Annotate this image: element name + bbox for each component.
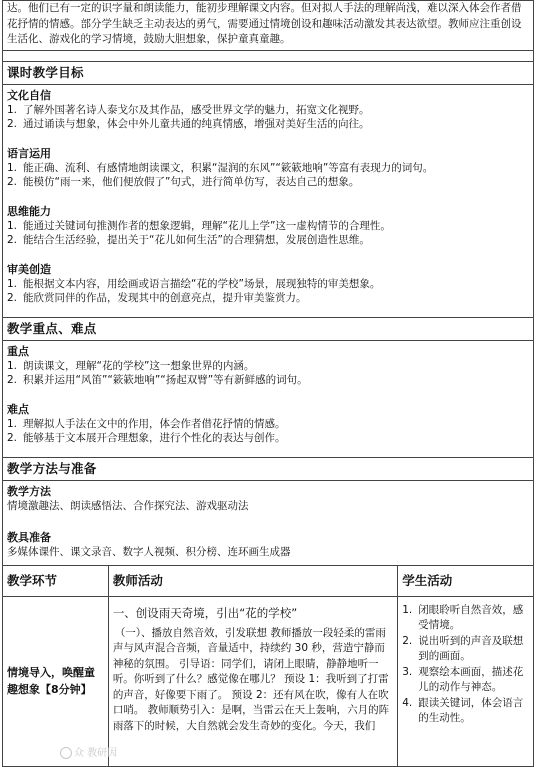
student-activity-item [402, 696, 529, 727]
group-heading: 重点 [7, 344, 29, 358]
watermark-logo-icon [60, 747, 72, 759]
list-item-number: 1. [7, 103, 18, 116]
list-item-text: 理解拟人手法在文中的作用，体会作者借花抒情的情感。 [23, 417, 286, 430]
list-item [7, 277, 529, 291]
list-item [7, 431, 529, 445]
list-item [7, 117, 529, 131]
group-heading: 文化自信 [7, 88, 51, 102]
teacher-activity-text: （一）、播放自然音效，引发联想 教师播放一段轻柔的雷雨声与风声混合音频，音量适中，持续约 30 秒，营造宁静而神秘的氛围。 引导语：同学们，请闭上眼睛，静静地听一听。你听到了什么？感觉像在哪儿？ 预设 1：我听到了打雷的声音，好像要下雨了。 预设 2：还有风在吹，像有人在吹口哨。 教师顺势引入：是啊，当雷云在天上轰响，六月的阵雨落下的时候，大自然就会发生奇妙的变化。今天，我们 [112, 626, 390, 732]
spacer [2, 51, 534, 61]
keypoints-box [2, 341, 534, 458]
list-item [7, 291, 529, 305]
lesson-plan-page [2, 0, 534, 767]
header-stage: 教学环节 [3, 566, 109, 597]
header-student: 学生活动 [398, 566, 534, 597]
list-item-text: 能根据文本内容，用绘画或语言描绘“花的学校”场景，展现独特的审美想象。 [23, 277, 381, 290]
list-item-number: 1. [7, 359, 18, 372]
list-item-text: 能结合生活经验，提出关于“花儿如何生活”的合理猜想，发展创造性思维。 [23, 233, 370, 246]
objectives-box [2, 85, 534, 318]
group-spacer [7, 247, 529, 261]
student-analysis-box [2, 0, 534, 51]
student-activity-item [402, 634, 529, 665]
list-item [7, 233, 529, 247]
list-item-text: 朗读课文，理解“花的学校”这一想象世界的内涵。 [23, 359, 255, 372]
list-item-text: 能正确、流利、有感情地朗读课文，积累“湿润的东风”“簌簌地响”等富有表现力的词句。 [23, 161, 434, 174]
group-heading: 审美创造 [7, 262, 51, 276]
stage-label: 情境导入，唤醒童趣想象【8分钟】 [3, 596, 109, 766]
activity-row [3, 596, 534, 766]
student-activity-text: 跟读关键词，体会语言的生动性。 [418, 696, 524, 724]
header-teacher: 教师活动 [108, 566, 397, 597]
activity-header-row [3, 566, 534, 597]
list-item-number: 2. [7, 431, 18, 444]
list-item-text: 通过诵读与想象，体会中外儿童共通的纯真情感，增强对美好生活的向往。 [23, 117, 370, 130]
list-item-number: 1. [7, 417, 18, 430]
group-heading: 语言运用 [7, 146, 51, 160]
student-activity-text: 闭眼聆听自然音效，感受情境。 [418, 603, 524, 631]
list-item [7, 417, 529, 431]
list-item-text: 能通过关键词句推测作者的想象逻辑，理解“花儿上学”这一虚构情节的合理性。 [23, 219, 391, 232]
list-item [7, 103, 529, 117]
list-item-text: 能欣赏同伴的作品，发现其中的创意亮点，提升审美鉴赏力。 [23, 291, 307, 304]
student-activity-cell [398, 596, 534, 766]
list-item [7, 219, 529, 233]
prep-text: 多媒体课件、课文录音、数字人视频、积分榜、连环画生成器 [7, 545, 291, 558]
student-activity-number: 3. [402, 665, 413, 678]
box-bottom-spacer [7, 305, 529, 315]
teacher-activity-title: 一、创设雨天奇境，引出“花的学校” [112, 605, 298, 620]
prep-heading: 教具准备 [7, 530, 51, 544]
group-heading: 难点 [7, 402, 29, 416]
student-activity-number: 2. [402, 634, 413, 647]
student-activity-text: 说出听到的声音及联想到的画面。 [418, 634, 524, 662]
group-spacer [7, 387, 529, 401]
list-item-number: 1. [7, 277, 18, 290]
teacher-activity-cell [108, 596, 397, 766]
group-spacer [7, 131, 529, 145]
list-item-number: 2. [7, 175, 18, 188]
watermark [60, 747, 117, 761]
student-activity-text: 观察绘本画面，描述花儿的动作与神态。 [418, 665, 524, 693]
list-item-number: 2. [7, 233, 18, 246]
list-item [7, 359, 529, 373]
method-text: 情境激趣法、朗读感悟法、合作探究法、游戏驱动法 [7, 499, 249, 512]
list-item [7, 161, 529, 175]
objectives-title: 课时教学目标 [2, 61, 534, 85]
methods-title: 教学方法与准备 [2, 458, 534, 481]
group-spacer [7, 189, 529, 203]
list-item-number: 1. [7, 219, 18, 232]
list-item [7, 175, 529, 189]
list-item-number: 2. [7, 291, 18, 304]
method-heading: 教学方法 [7, 484, 51, 498]
box-bottom-spacer [7, 445, 529, 455]
list-item-text: 积累并运用“风笛”“簌簌地响”“扬起双臂”等有新鲜感的词句。 [23, 373, 308, 386]
group-heading: 思维能力 [7, 204, 51, 218]
list-item-number: 2. [7, 373, 18, 386]
activity-table [2, 566, 534, 767]
list-item-number: 1. [7, 161, 18, 174]
list-item-text: 了解外国著名诗人泰戈尔及其作品，感受世界文学的魅力，拓宽文化视野。 [23, 103, 370, 116]
student-activity-number: 1. [402, 603, 413, 616]
student-activity-item [402, 665, 529, 696]
list-item-number: 2. [7, 117, 18, 130]
methods-box [2, 481, 534, 566]
student-activity-item [402, 603, 529, 634]
list-item-text: 能够基于文本展开合理想象，进行个性化的表达与创作。 [23, 431, 286, 444]
keypoints-title: 教学重点、难点 [2, 318, 534, 341]
student-activity-number: 4. [402, 696, 413, 709]
watermark-text: 众 教研因 [74, 748, 118, 759]
list-item-text: 能模仿“雨一来，他们便放假了”句式，进行简单仿写，表达自己的想象。 [23, 175, 360, 188]
student-analysis-text: 达。他们已有一定的识字量和朗读能力，能初步理解课文内容。但对拟人手法的理解尚浅，难以深入体会作者借花抒情的情感。部分学生缺乏主动表达的勇气，需要通过情境创设和趣味活动激发其表达欲望。教师应注重创设生活化、游戏化的学习情境，鼓励大胆想象，保护童真童趣。 [7, 2, 522, 45]
list-item [7, 373, 529, 387]
